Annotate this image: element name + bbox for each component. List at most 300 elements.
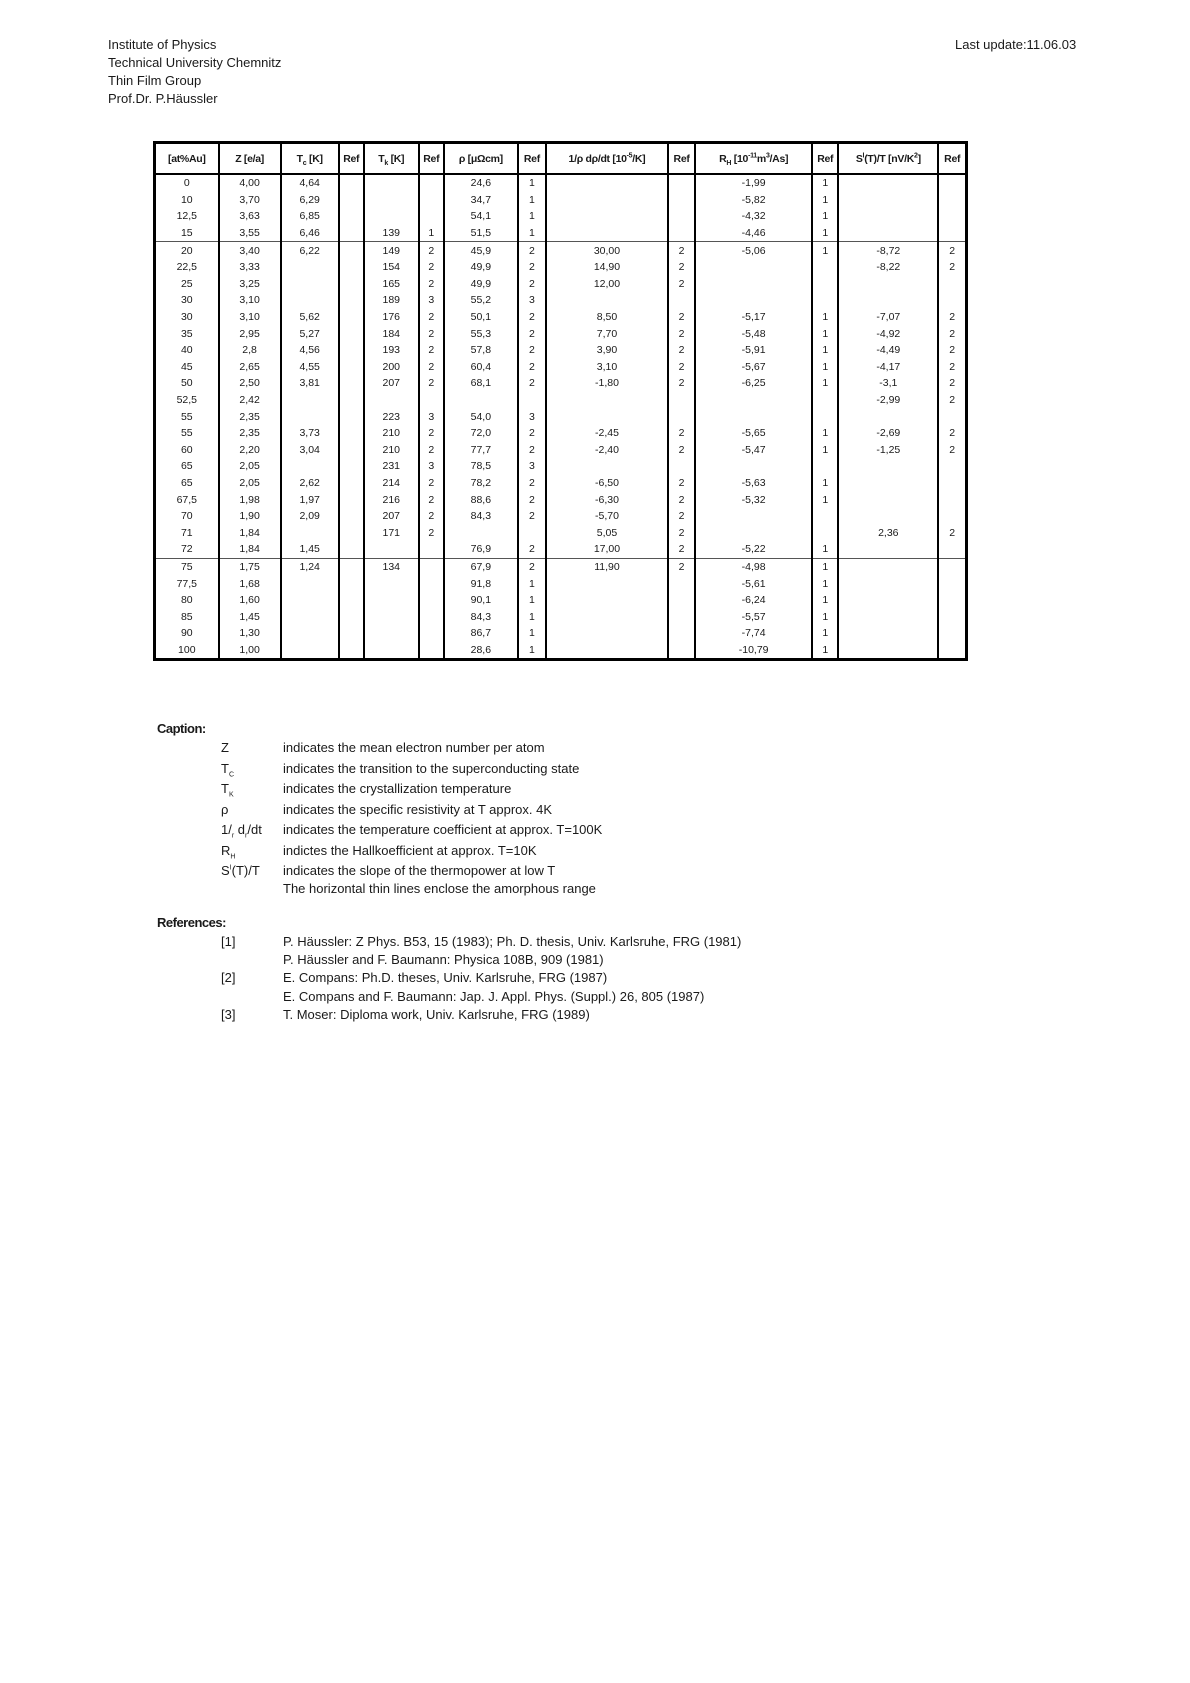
cell-ref (668, 608, 695, 625)
cell-z: 1,90 (219, 508, 281, 525)
cell-temp-coefficient (546, 408, 668, 425)
cell-tk: 165 (364, 276, 419, 293)
table-row (155, 325, 967, 342)
cell-tc: 3,73 (281, 425, 339, 442)
cell-z: 2,65 (219, 359, 281, 376)
cell-z: 3,33 (219, 259, 281, 276)
reference-text: E. Compans: Ph.D. theses, Univ. Karlsruhe, FRG (1987) (283, 970, 608, 986)
cell-ref: 2 (518, 259, 546, 276)
cell-ref (339, 259, 364, 276)
cell-composition: 50 (155, 375, 219, 392)
caption-description: indicates the transition to the superconducting state (283, 760, 580, 776)
cell-ref: 3 (518, 408, 546, 425)
cell-ref: 2 (668, 442, 695, 459)
cell-z: 2,8 (219, 342, 281, 359)
caption-description: indicates the slope of the thermopower at low T (283, 863, 556, 878)
cell-ref (668, 575, 695, 592)
cell-ref: 3 (419, 458, 444, 475)
cell-composition: 85 (155, 608, 219, 625)
table-row (155, 174, 967, 192)
cell-ref: 2 (668, 558, 695, 575)
cell-ref: 1 (518, 192, 546, 209)
cell-ref: 2 (668, 508, 695, 525)
cell-thermopower (838, 491, 938, 508)
caption-symbol: Z (221, 740, 229, 755)
caption-title: Caption: (157, 721, 206, 736)
cell-ref: 2 (938, 325, 966, 342)
reference-number: [1] (221, 934, 236, 949)
cell-z: 1,45 (219, 608, 281, 625)
cell-thermopower: -4,92 (838, 325, 938, 342)
cell-hall: -5,22 (695, 541, 812, 558)
cell-tk (364, 575, 419, 592)
cell-ref: 2 (518, 309, 546, 326)
cell-temp-coefficient (546, 292, 668, 309)
cell-hall: -5,17 (695, 309, 812, 326)
cell-ref (339, 408, 364, 425)
cell-ref (938, 192, 966, 209)
cell-z: 2,42 (219, 392, 281, 409)
cell-tk (364, 192, 419, 209)
cell-composition: 40 (155, 342, 219, 359)
cell-tk: 216 (364, 491, 419, 508)
cell-ref (339, 524, 364, 541)
cell-resistivity: 57,8 (444, 342, 518, 359)
university-name: Technical University Chemnitz (108, 55, 282, 70)
cell-ref: 2 (518, 491, 546, 508)
cell-tk (364, 642, 419, 660)
cell-hall: -1,99 (695, 174, 812, 192)
cell-hall: -5,65 (695, 425, 812, 442)
cell-hall (695, 292, 812, 309)
cell-ref: 2 (518, 276, 546, 293)
cell-composition: 60 (155, 442, 219, 459)
cell-thermopower (838, 192, 938, 209)
cell-thermopower (838, 276, 938, 293)
cell-ref: 2 (668, 276, 695, 293)
cell-ref: 1 (812, 625, 838, 642)
cell-ref (339, 575, 364, 592)
cell-ref: 1 (812, 375, 838, 392)
cell-ref (419, 625, 444, 642)
cell-ref: 2 (938, 524, 966, 541)
cell-tc (281, 608, 339, 625)
caption-item (157, 822, 603, 843)
cell-ref: 2 (938, 342, 966, 359)
caption-item (157, 740, 545, 761)
cell-tc: 3,81 (281, 375, 339, 392)
cell-tc (281, 524, 339, 541)
cell-ref: 2 (419, 242, 444, 259)
cell-hall: -6,25 (695, 375, 812, 392)
cell-hall (695, 276, 812, 293)
cell-ref (419, 575, 444, 592)
cell-ref: 2 (518, 425, 546, 442)
cell-tc: 1,45 (281, 541, 339, 558)
table-header-row (155, 143, 967, 175)
cell-ref: 1 (812, 442, 838, 459)
cell-ref (339, 325, 364, 342)
cell-z: 3,70 (219, 192, 281, 209)
cell-z: 1,98 (219, 491, 281, 508)
cell-resistivity: 55,3 (444, 325, 518, 342)
cell-tk (364, 174, 419, 192)
cell-ref (938, 208, 966, 225)
references-list (157, 934, 742, 1025)
cell-ref (339, 608, 364, 625)
cell-ref (938, 592, 966, 609)
col-header-composition: [at%Au] (155, 143, 219, 175)
cell-ref: 1 (812, 309, 838, 326)
cell-ref (339, 491, 364, 508)
col-header-tk: $T_k$ [K] (364, 143, 419, 175)
cell-ref: 2 (668, 541, 695, 558)
cell-tk: 176 (364, 309, 419, 326)
cell-ref (419, 192, 444, 209)
cell-tc: 6,22 (281, 242, 339, 259)
cell-tc: 4,64 (281, 174, 339, 192)
cell-ref (812, 524, 838, 541)
cell-resistivity: 76,9 (444, 541, 518, 558)
cell-ref: 1 (518, 174, 546, 192)
cell-hall (695, 458, 812, 475)
cell-resistivity: 51,5 (444, 225, 518, 242)
caption-symbol: $T_C$ (221, 760, 235, 779)
cell-resistivity: 54,0 (444, 408, 518, 425)
cell-tk: 207 (364, 375, 419, 392)
cell-resistivity: 49,9 (444, 259, 518, 276)
cell-ref: 1 (812, 225, 838, 242)
cell-ref (419, 174, 444, 192)
cell-ref (339, 442, 364, 459)
cell-resistivity: 60,4 (444, 359, 518, 376)
reference-number: [3] (221, 1006, 236, 1022)
cell-ref: 2 (668, 375, 695, 392)
caption-item (157, 760, 580, 782)
cell-ref (419, 608, 444, 625)
table-row (155, 292, 967, 309)
cell-resistivity: 78,2 (444, 475, 518, 492)
cell-ref: 2 (938, 309, 966, 326)
cell-ref: 1 (812, 642, 838, 660)
col-header-ref: Ref (938, 143, 966, 175)
cell-resistivity: 84,3 (444, 608, 518, 625)
cell-tk (364, 608, 419, 625)
cell-ref (938, 642, 966, 660)
cell-temp-coefficient: 8,50 (546, 309, 668, 326)
cell-ref: 2 (518, 375, 546, 392)
cell-tc (281, 458, 339, 475)
table-row (155, 508, 967, 525)
cell-resistivity: 67,9 (444, 558, 518, 575)
cell-ref: 2 (668, 342, 695, 359)
cell-tc (281, 642, 339, 660)
cell-temp-coefficient (546, 458, 668, 475)
table-row (155, 359, 967, 376)
cell-hall (695, 408, 812, 425)
cell-tk: 210 (364, 442, 419, 459)
cell-temp-coefficient (546, 174, 668, 192)
cell-z: 1,75 (219, 558, 281, 575)
cell-ref: 2 (668, 425, 695, 442)
cell-ref: 1 (812, 608, 838, 625)
caption-description: indicates the crystallization temperature (283, 781, 512, 796)
cell-ref: 2 (419, 475, 444, 492)
cell-tk: 149 (364, 242, 419, 259)
cell-ref: 2 (668, 491, 695, 508)
cell-thermopower (838, 292, 938, 309)
cell-tk: 134 (364, 558, 419, 575)
cell-ref: 1 (518, 642, 546, 660)
cell-ref (339, 292, 364, 309)
cell-tc: 4,56 (281, 342, 339, 359)
cell-temp-coefficient (546, 575, 668, 592)
cell-tk (364, 592, 419, 609)
cell-tc: 6,29 (281, 192, 339, 209)
cell-temp-coefficient: 30,00 (546, 242, 668, 259)
cell-ref (339, 558, 364, 575)
cell-ref (668, 292, 695, 309)
cell-ref: 2 (419, 276, 444, 293)
cell-z: 1,00 (219, 642, 281, 660)
cell-ref (339, 508, 364, 525)
cell-tc: 4,55 (281, 359, 339, 376)
cell-ref: 2 (938, 242, 966, 259)
cell-ref (938, 225, 966, 242)
table-row (155, 408, 967, 425)
table-body (155, 174, 967, 660)
cell-hall: -6,24 (695, 592, 812, 609)
cell-thermopower: -1,25 (838, 442, 938, 459)
cell-composition: 55 (155, 408, 219, 425)
reference-text: E. Compans and F. Baumann: Jap. J. Appl. Phys. (Suppl.) 26, 805 (1987) (283, 988, 705, 1004)
cell-ref (668, 225, 695, 242)
table-row (155, 309, 967, 326)
cell-ref (339, 642, 364, 660)
cell-composition: 100 (155, 642, 219, 660)
cell-thermopower (838, 208, 938, 225)
cell-ref (812, 408, 838, 425)
cell-ref: 1 (812, 558, 838, 575)
cell-temp-coefficient: 7,70 (546, 325, 668, 342)
cell-composition: 72 (155, 541, 219, 558)
cell-ref: 1 (812, 475, 838, 492)
cell-thermopower: -3,1 (838, 375, 938, 392)
cell-ref: 3 (419, 408, 444, 425)
cell-ref (339, 592, 364, 609)
cell-thermopower (838, 174, 938, 192)
cell-z: 3,10 (219, 292, 281, 309)
cell-hall: -7,74 (695, 625, 812, 642)
reference-text: P. Häussler and F. Baumann: Physica 108B, 909 (1981) (283, 952, 604, 968)
table-row (155, 425, 967, 442)
cell-composition: 45 (155, 359, 219, 376)
cell-tc (281, 276, 339, 293)
cell-ref: 2 (419, 425, 444, 442)
caption-symbol: $T_K$ (221, 781, 234, 799)
cell-temp-coefficient: 3,10 (546, 359, 668, 376)
cell-ref (339, 242, 364, 259)
cell-hall: -4,46 (695, 225, 812, 242)
cell-ref (668, 174, 695, 192)
cell-z: 3,63 (219, 208, 281, 225)
cell-composition: 22,5 (155, 259, 219, 276)
cell-resistivity: 86,7 (444, 625, 518, 642)
cell-ref (668, 192, 695, 209)
cell-resistivity: 90,1 (444, 592, 518, 609)
cell-tk (364, 208, 419, 225)
table-row (155, 225, 967, 242)
cell-tc (281, 408, 339, 425)
cell-ref: 1 (812, 541, 838, 558)
institute-name: Institute of Physics (108, 37, 217, 52)
cell-tk: 223 (364, 408, 419, 425)
cell-tk (364, 392, 419, 409)
cell-tk: 207 (364, 508, 419, 525)
cell-ref: 1 (812, 192, 838, 209)
cell-ref (339, 192, 364, 209)
cell-composition: 55 (155, 425, 219, 442)
table-row (155, 592, 967, 609)
cell-ref (419, 592, 444, 609)
cell-ref: 2 (518, 342, 546, 359)
cell-ref: 2 (668, 259, 695, 276)
caption-item (157, 842, 537, 864)
col-header-tc: $T_c$ [K] (281, 143, 339, 175)
cell-temp-coefficient: 12,00 (546, 276, 668, 293)
cell-tc (281, 592, 339, 609)
cell-thermopower (838, 558, 938, 575)
cell-ref (812, 458, 838, 475)
cell-ref (938, 558, 966, 575)
cell-composition: 71 (155, 524, 219, 541)
cell-ref (938, 276, 966, 293)
cell-ref: 1 (812, 342, 838, 359)
cell-ref: 2 (668, 309, 695, 326)
cell-temp-coefficient (546, 625, 668, 642)
caption-symbol: $S^I(T)/T$ (221, 863, 260, 878)
cell-resistivity: 84,3 (444, 508, 518, 525)
cell-tc (281, 392, 339, 409)
cell-resistivity: 34,7 (444, 192, 518, 209)
table-row (155, 392, 967, 409)
cell-temp-coefficient: -1,80 (546, 375, 668, 392)
cell-thermopower (838, 225, 938, 242)
cell-ref (419, 642, 444, 660)
cell-tk: 214 (364, 475, 419, 492)
cell-composition: 20 (155, 242, 219, 259)
cell-hall: -5,47 (695, 442, 812, 459)
cell-ref (938, 408, 966, 425)
cell-ref: 2 (419, 442, 444, 459)
cell-thermopower: -8,72 (838, 242, 938, 259)
cell-thermopower: -4,49 (838, 342, 938, 359)
cell-ref (518, 392, 546, 409)
cell-ref: 2 (668, 359, 695, 376)
cell-temp-coefficient (546, 208, 668, 225)
table-row (155, 575, 967, 592)
cell-ref: 1 (812, 575, 838, 592)
cell-composition: 80 (155, 592, 219, 609)
cell-ref (419, 392, 444, 409)
cell-hall (695, 524, 812, 541)
table-row (155, 491, 967, 508)
cell-temp-coefficient: 11,90 (546, 558, 668, 575)
cell-hall: -5,67 (695, 359, 812, 376)
reference-line (157, 970, 608, 988)
table-row (155, 642, 967, 660)
reference-text: P. Häussler: Z Phys. B53, 15 (1983); Ph. D. thesis, Univ. Karlsruhe, FRG (1981) (283, 934, 742, 949)
cell-thermopower (838, 408, 938, 425)
cell-ref: 1 (518, 592, 546, 609)
cell-resistivity: 24,6 (444, 174, 518, 192)
cell-composition: 65 (155, 475, 219, 492)
cell-temp-coefficient: 3,90 (546, 342, 668, 359)
cell-ref: 2 (938, 359, 966, 376)
cell-ref: 1 (518, 225, 546, 242)
cell-temp-coefficient (546, 225, 668, 242)
cell-ref (339, 475, 364, 492)
cell-resistivity (444, 524, 518, 541)
cell-composition: 52,5 (155, 392, 219, 409)
cell-thermopower (838, 608, 938, 625)
table-row (155, 259, 967, 276)
cell-temp-coefficient: -6,30 (546, 491, 668, 508)
cell-tc: 5,62 (281, 309, 339, 326)
cell-tc (281, 625, 339, 642)
cell-ref (812, 292, 838, 309)
properties-table (153, 141, 968, 661)
cell-ref: 1 (812, 359, 838, 376)
table-row (155, 524, 967, 541)
cell-tk (364, 625, 419, 642)
cell-tc: 1,24 (281, 558, 339, 575)
cell-ref (518, 524, 546, 541)
cell-ref (419, 558, 444, 575)
table-row (155, 192, 967, 209)
cell-tc (281, 259, 339, 276)
cell-hall: -10,79 (695, 642, 812, 660)
cell-ref: 3 (419, 292, 444, 309)
cell-ref (938, 541, 966, 558)
cell-ref (938, 475, 966, 492)
cell-ref: 1 (812, 592, 838, 609)
cell-thermopower (838, 508, 938, 525)
cell-resistivity: 88,6 (444, 491, 518, 508)
cell-ref (339, 174, 364, 192)
cell-ref: 2 (419, 375, 444, 392)
cell-resistivity: 54,1 (444, 208, 518, 225)
cell-ref: 2 (938, 392, 966, 409)
cell-ref: 2 (518, 558, 546, 575)
cell-thermopower (838, 541, 938, 558)
col-header-ref: Ref (518, 143, 546, 175)
cell-temp-coefficient: 17,00 (546, 541, 668, 558)
cell-ref: 2 (668, 242, 695, 259)
cell-z: 1,60 (219, 592, 281, 609)
cell-ref (668, 458, 695, 475)
cell-z: 2,95 (219, 325, 281, 342)
cell-z: 3,10 (219, 309, 281, 326)
cell-resistivity: 78,5 (444, 458, 518, 475)
col-header-ref: Ref (812, 143, 838, 175)
cell-thermopower: -2,69 (838, 425, 938, 442)
cell-tk: 189 (364, 292, 419, 309)
cell-tk: 200 (364, 359, 419, 376)
table-row (155, 242, 967, 259)
cell-thermopower (838, 592, 938, 609)
caption-symbol: ρ (221, 801, 229, 817)
